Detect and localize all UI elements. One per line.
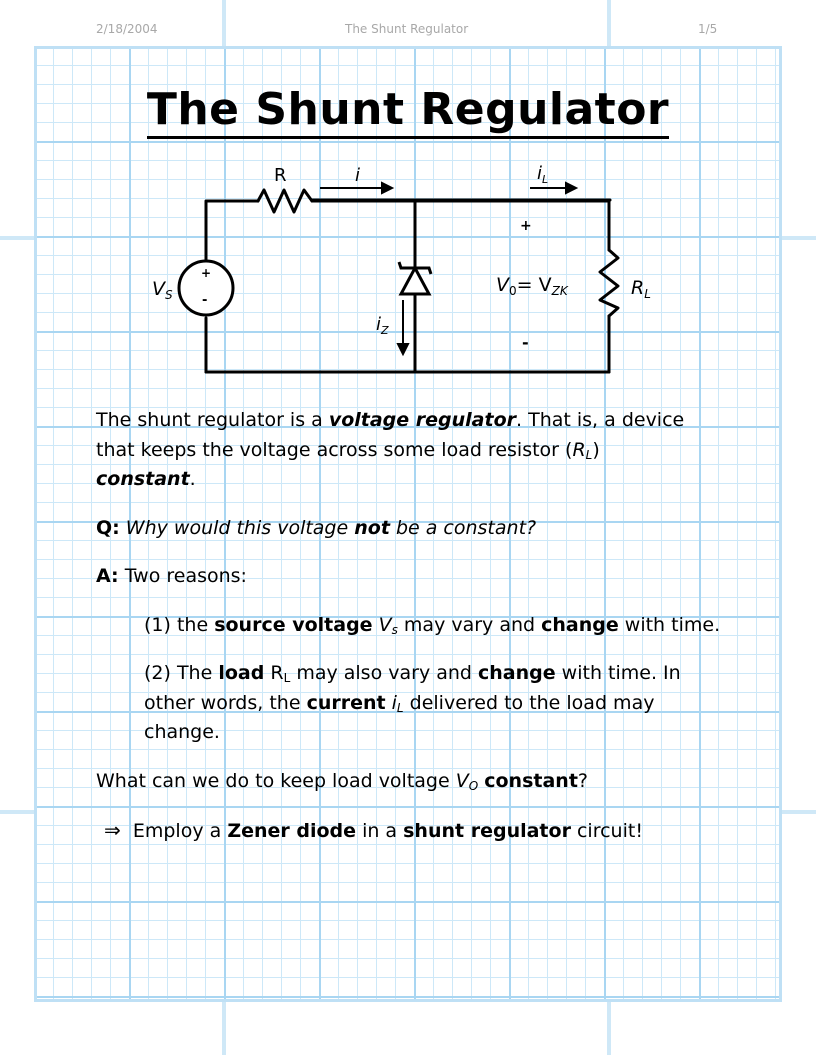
- text: ?: [577, 770, 588, 792]
- term-zener-diode: Zener diode: [227, 820, 357, 842]
- label-r: R: [274, 165, 287, 186]
- text: The shunt regulator is a: [96, 409, 329, 431]
- header-date: 2/18/2004: [96, 22, 158, 36]
- question-2: [96, 767, 588, 797]
- text: Two reasons:: [118, 565, 247, 587]
- label-iz: $i_Z$: [376, 314, 389, 337]
- text: with time. In: [555, 662, 681, 684]
- symbol: V: [455, 770, 469, 792]
- text: may also vary and: [290, 662, 479, 684]
- paragraph-intro: [96, 406, 684, 495]
- term-change: change: [541, 614, 619, 636]
- text: .: [189, 468, 196, 490]
- subscript: s: [391, 623, 398, 637]
- reason-1: [144, 611, 720, 641]
- text: in a: [356, 820, 404, 842]
- text: other words, the: [144, 691, 307, 714]
- label-vout: $V_0= V_{ZK}$: [496, 274, 568, 298]
- page-title: [0, 84, 816, 135]
- text: may vary and: [397, 614, 542, 636]
- label-vs: $V_S$: [152, 278, 173, 302]
- header-page: 1/5: [698, 22, 718, 36]
- label-out-minus: -: [522, 333, 529, 352]
- term-load: load: [218, 662, 265, 684]
- shunt-regulator-circuit: [140, 158, 651, 388]
- subscript: L: [396, 700, 404, 715]
- text: (2) The: [144, 662, 219, 684]
- zener-diode: [401, 268, 429, 294]
- label-out-plus: +: [520, 218, 532, 234]
- text: change.: [144, 721, 220, 743]
- header-title: The Shunt Regulator: [345, 22, 469, 36]
- question: [96, 514, 536, 544]
- implies-arrow-icon: ⇒: [104, 818, 121, 842]
- text: delivered to the load may: [403, 691, 655, 714]
- arrow-i-head: [382, 183, 392, 193]
- text: be a constant?: [389, 517, 537, 539]
- conclusion: [104, 816, 643, 847]
- arrow-iz-head: [398, 344, 408, 354]
- text: What can we do to keep load voltage: [96, 770, 456, 792]
- text: with time.: [618, 614, 721, 636]
- text: circuit!: [570, 820, 643, 842]
- symbol: R: [264, 662, 284, 684]
- wire-left-top: [206, 201, 258, 266]
- label-rl: $R_L$: [631, 277, 651, 301]
- resistor-r: [258, 190, 312, 212]
- term-source-voltage: source voltage: [214, 614, 373, 636]
- page-title-text: The Shunt Regulator: [147, 84, 669, 139]
- text: (1) the: [144, 614, 215, 636]
- term-change: change: [478, 662, 556, 684]
- subscript: L: [585, 447, 593, 462]
- term-constant: constant: [484, 770, 578, 792]
- term-shunt-regulator: shunt regulator: [403, 820, 571, 842]
- reason-2: [144, 659, 681, 748]
- text: that keeps the voltage across some load resistor (: [96, 438, 573, 461]
- label-source-plus: +: [201, 266, 212, 280]
- label-il: $i_L$: [537, 163, 549, 186]
- subscript: L: [283, 671, 291, 685]
- text: . That is, a device: [516, 409, 685, 431]
- label-i: i: [355, 165, 361, 186]
- term-current: current: [306, 691, 386, 714]
- symbol: R: [572, 438, 586, 461]
- subscript: O: [468, 779, 479, 793]
- term-not: not: [354, 517, 390, 539]
- term-voltage-regulator: voltage regulator: [328, 409, 517, 431]
- symbol: i: [385, 691, 397, 714]
- answer-label: A:: [96, 565, 119, 587]
- answer: [96, 562, 247, 592]
- term-constant: constant: [96, 468, 190, 490]
- text: ): [592, 438, 600, 461]
- question-label: Q:: [96, 517, 120, 539]
- label-source-minus: -: [202, 293, 208, 308]
- text: Why would this voltage: [119, 517, 355, 539]
- symbol: V: [372, 614, 392, 636]
- text: Employ a: [132, 820, 228, 842]
